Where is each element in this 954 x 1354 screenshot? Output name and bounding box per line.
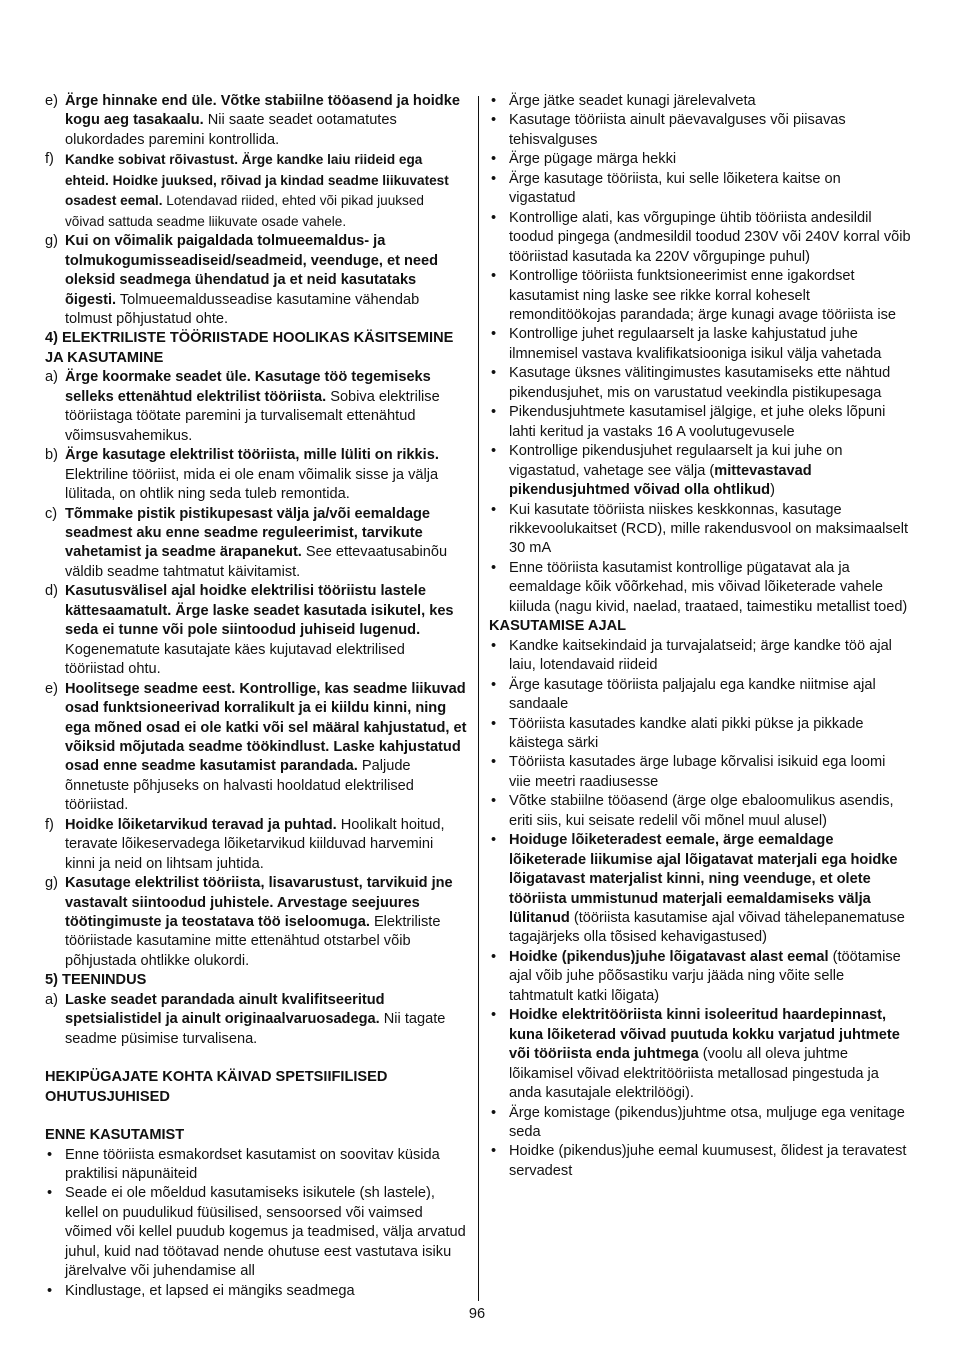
item-text: Hoolikalt hoitud, teravate lõikeservadega lõiketarvikud kiilduvad harvemini kinni ja neid on lihtsam juhtida. (65, 816, 445, 872)
column-divider (478, 96, 479, 1301)
bullet-item (489, 792, 911, 831)
item-text: Kogenematute kasutajate käes kujutavad elektrilised tööriistad ohtu. (65, 641, 405, 678)
bullet-bold-text: Hoidke elektritööriista kinni isoleeritud haardepinnast, kuna lõiketerad võivad puutuda kokku varjatud juhtmete või tööriista enda juhtmega (509, 1007, 900, 1063)
bullet-text: Kindlustage, et lapsed ei mängiks seadmega (65, 1282, 355, 1299)
item-marker: g) (45, 233, 58, 250)
item-text: Elektriline tööriist, mida ei ole enam võimalik sisse ja välja lülitada, on ohtlik ning seda tuleb remontida. (65, 466, 439, 503)
section-heading-before-use: ENNE KASUTAMIST (45, 1127, 185, 1144)
item-bold-text: Ärge kasutage elektrilist tööriista, mille lüliti on rikkis. (65, 447, 439, 464)
spacer (45, 1107, 467, 1126)
bullet-marker: • (491, 559, 497, 576)
item-bold-text: Kandke sobivat rõivastust. Ärge kandke laiu riideid ega ehteid. Hoidke juuksed, rõivad ja kindad seadme liikuvatest osadest eemal. (65, 152, 449, 209)
item-text: Sobiva elektrilise tööriistaga töötate paremini ja turvalisemalt ettenähtud võimsusvahemikus. (65, 388, 440, 444)
item-bold-text: Kui on võimalik paigaldada tolmueemaldus- ja tolmukogumisseadiseid/seadmeid, veenduge, et need oleksid seadmega ühendatud ja et neid kasutataks õigesti. (65, 233, 439, 308)
item-marker: b) (45, 447, 58, 464)
bullet-item (489, 501, 911, 559)
bullet-text: Kui kasutate tööriista niiskes keskkonnas, kasutage rikkevoolukaitset (RCD), mille rakendusvool on maksimaalselt 30 mA (509, 501, 909, 557)
item-marker: d) (45, 583, 58, 600)
bullet-text: Seade ei ole mõeldud kasutamiseks isikutele (sh lastele), kellel on puudulikud füüsilised, sensoorsed või vaimsed võimed või kellel puudub kogemus ja teadmised, välja arvatud juhul, kuid nad töötavad nende ohutuse eest vastutava isiku järelvalve või juhendamise all (65, 1185, 466, 1280)
bullet-marker: • (47, 1282, 53, 1299)
bullet-item (45, 1146, 467, 1185)
bullet-item (45, 1184, 467, 1281)
bullet-item (489, 948, 911, 1006)
bullet-bold-text: mittevastavad pikendusjuhtmed võivad olla ohtlikud (509, 462, 812, 499)
bullet-text: Enne tööriista esmakordset kasutamist on soovitav küsida praktilisi näpunäiteid (65, 1146, 440, 1183)
item-f1 (45, 150, 467, 232)
item-c4 (45, 505, 467, 583)
item-bold-text: Tõmmake pistik pistikupesast välja ja/või eemaldage seadmest aku enne seadme reguleerimist, tarvikute vahetamist ja seadme ärapanekut. (65, 505, 431, 561)
item-marker: e) (45, 93, 58, 109)
bullet-item (45, 1282, 467, 1301)
bullet-item (489, 325, 911, 364)
bullet-marker: • (491, 443, 497, 460)
bullet-marker: • (491, 268, 497, 285)
bullet-item (489, 267, 911, 325)
bullet-item (489, 637, 911, 676)
bullet-text: Kasutage üksnes välitingimustes kasutamiseks ette nähtud pikendusjuhet, mis on varustatud veekindla pistikupesaga (509, 365, 891, 401)
item-marker: f) (45, 816, 54, 833)
item-marker: f) (45, 151, 54, 168)
right-column (489, 92, 911, 1181)
bullet-marker: • (491, 112, 497, 129)
bullet-marker: • (491, 501, 497, 518)
item-text: Nii saate seadet ootamatutes olukordades paremini kontrollida. (65, 112, 397, 148)
bullet-text: Võtke stabiilne tööasend (ärge olge ebaloomulikus asendis, eriti siis, kui seisate redelil või mõnel muul alusel) (509, 793, 894, 829)
section-heading-hedge-safety: HEKIPÜGAJATE KOHTA KÄIVAD SPETSIIFILISED OHUTUSJUHISED (45, 1069, 388, 1105)
bullet-text: Kontrollige juhet regulaarselt ja laske kahjustatud juhe ilmnemisel vastava kvalifikatsiooniga isikul välja vahetada (509, 326, 882, 362)
bullet-item (489, 442, 911, 500)
bullet-text: Ärge kasutage tööriista, kui selle lõiketera kaitse on vigastatud (509, 170, 841, 207)
bullet-text: Ärge kasutage tööriista paljajalu ega kandke niitmise ajal sandaale (509, 676, 876, 713)
bullet-item (489, 170, 911, 209)
section-heading-during-use: KASUTAMISE AJAL (489, 618, 627, 635)
item-text: Elektriliste tööriistade kasutamine mitte ettenähtud otstarbel võib põhjustada ohtlikke olukordi. (65, 914, 441, 969)
bullet-marker: • (491, 209, 497, 226)
item-g1 (45, 232, 467, 329)
bullet-text: Pikendusjuhtmete kasutamisel jälgige, et juhe oleks lõpuni lahti keritud ja vastaks 16 A voolutugevusele (509, 404, 886, 440)
bullet-marker: • (491, 170, 497, 187)
bullet-marker: • (47, 1146, 53, 1163)
bullet-text: (tööriista kasutamise ajal võivad tähelepanematuse tagajärjeks olla tõsised kehavigastused) (509, 910, 905, 946)
bullet-text: (voolu all oleva juhtme lõikamisel võivad elektritööriista metallosad pingestuda ja anda kasutajale elektrilöögi). (509, 1046, 879, 1102)
item-e1 (45, 92, 467, 150)
bullet-marker: • (491, 676, 497, 693)
bullet-item (489, 150, 911, 169)
bullet-marker: • (491, 832, 497, 849)
item-f4 (45, 816, 467, 874)
bullet-item (489, 1006, 911, 1103)
item-bold-text: Kasutage elektrilist tööriista, lisavarustust, tarvikuid jne vastavalt siintoodud juhistele. Arvestage seejuures töötingimuste ja teostatava töö iseloomuga. (65, 875, 453, 931)
bullet-item (489, 92, 911, 111)
bullet-marker: • (491, 1007, 497, 1024)
bullet-text: Kontrollige alati, kas võrgupinge ühtib tööriista andesildil toodud pingega (andmesildil toodud 230V või 240V korral võib tööriistad kasutada ka 220V võrgupinge puhul) (509, 209, 911, 265)
bullet-text: Kandke kaitsekindaid ja turvajalatseid; ärge kandke töö ajal laiu, lotendavaid riideid (509, 637, 892, 674)
item-g4 (45, 874, 467, 971)
item-e4 (45, 680, 467, 816)
item-bold-text: Laske seadet parandada ainult kvalifitseeritud spetsialistidel ja ainult originaalvaruosadega. (65, 991, 385, 1028)
item-marker: e) (45, 680, 58, 697)
bullet-item (489, 676, 911, 715)
bullet-text: Kasutage tööriista ainult päevavalguses või piisavas tehisvalguses (509, 112, 846, 148)
bullet-text: Enne tööriista kasutamist kontrollige pügatavat ala ja eemaldage kõik võõrkehad, mis võivad lõiketerade vahele kiiluda (nagu kivid, naelad, traataed, taimestiku metallist toed) (509, 559, 908, 615)
bullet-item (489, 753, 911, 792)
bullet-marker: • (491, 715, 497, 732)
item-bold-text: Kasutusvälisel ajal hoidke elektrilisi tööriistu lastele kättesaamatult. Ärge laske seadet kasutada isikutel, kes seda ei tunne või pole siintoodud juhiseid lugenud. (65, 583, 454, 639)
bullet-text: Ärge pügage märga hekki (509, 151, 677, 168)
bullet-marker: • (491, 365, 497, 382)
bullet-marker: • (491, 151, 497, 168)
bullet-item (489, 1142, 911, 1181)
bullet-marker: • (491, 637, 497, 654)
bullet-marker: • (491, 1104, 497, 1121)
bullet-text: Ärge jätke seadet kunagi järelevalveta (509, 93, 756, 109)
bullet-item (489, 559, 911, 617)
item-text: Lotendavad riided, ehted või pikad juuksed võivad sattuda seadme liikuvate osade vahele. (65, 193, 424, 229)
bullet-text: Tööriista kasutades ärge lubage kõrvalisi isikuid ega loomi viie meetri raadiusesse (509, 754, 886, 790)
bullet-bold-text: Hoidke (pikendus)juhe lõigatavast alast eemal (509, 948, 829, 965)
item-a4 (45, 368, 467, 446)
item-b4 (45, 446, 467, 504)
item-text: Nii tagate seadme püsimise turvalisena. (65, 1011, 446, 1047)
bullet-item (489, 831, 911, 948)
bullet-item (489, 715, 911, 754)
bullet-text: ) (770, 482, 775, 499)
bullet-marker: • (491, 1143, 497, 1160)
bullet-marker: • (491, 793, 497, 810)
item-bold-text: Hoidke lõiketarvikud teravad ja puhtad. (65, 816, 337, 833)
item-text: See ettevaatusabinõu väldib seadme tahtmatut käivitamist. (65, 544, 448, 580)
bullet-text: Kontrollige tööriista funktsioneerimist enne igakordset kasutamist ning laske see rikke korral koheselt remonditöökojas parandada; ärge kunagi avage tööriista ise (509, 268, 896, 323)
bullet-marker: • (491, 948, 497, 965)
bullet-marker: • (491, 754, 497, 771)
item-a5 (45, 991, 467, 1049)
item-marker: a) (45, 369, 58, 386)
item-text: Tolmueemaldusseadise kasutamine vähendab tolmust põhjustatud ohte. (65, 291, 420, 327)
item-marker: c) (45, 505, 58, 522)
bullet-item (489, 364, 911, 403)
bullet-text: Kontrollige pikendusjuhet regulaarselt ja kui juhe on vigastatud, vahetage see välja ( (509, 443, 843, 479)
item-bold-text: Ärge hinnake end üle. Võtke stabiilne tööasend ja hoidke kogu aeg tasakaalu. (65, 93, 460, 129)
bullet-item (489, 403, 911, 442)
item-marker: a) (45, 991, 58, 1008)
spacer (45, 1049, 467, 1068)
item-d4 (45, 582, 467, 679)
left-column (45, 92, 467, 1301)
bullet-marker: • (491, 93, 497, 109)
item-bold-text: Hoolitsege seadme eest. Kontrollige, kas seadme liikuvad osad funktsioneerivad korralikult ja ei kiildu kinni, ning ega mõned osad ei ole katki või sel määral kahjustatud, et võiksid mõjutada seadme töökindlust. Laske kahjustatud osad enne seadme kasutamist parandada. (65, 680, 467, 775)
item-marker: g) (45, 875, 58, 892)
bullet-text: (töötamise ajal võib juhe põõsastiku varju jääda ning võite selle tahtmatult katki lõigata) (509, 948, 901, 1004)
item-text: Paljude õnnetuste põhjuseks on halvasti hooldatud elektrilised tööriistad. (65, 758, 414, 814)
bullet-marker: • (47, 1185, 53, 1202)
section-heading-4: 4) ELEKTRILISTE TÖÖRIISTADE HOOLIKAS KÄSITSEMINE JA KASUTAMINE (45, 330, 454, 366)
bullet-item (489, 209, 911, 267)
bullet-marker: • (491, 326, 497, 343)
bullet-item (489, 111, 911, 150)
item-bold-text: Ärge koormake seadet üle. Kasutage töö tegemiseks selleks ettenähtud elektrilist tööriista. (65, 369, 431, 405)
bullet-marker: • (491, 404, 497, 421)
bullet-text: Tööriista kasutades kandke alati pikki pükse ja pikkade käistega särki (509, 715, 864, 751)
bullet-text: Ärge komistage (pikendus)juhtme otsa, muljuge ega venitage seda (509, 1104, 905, 1141)
bullet-bold-text: Hoiduge lõiketeradest eemale, ärge eemaldage lõiketerade liikumise ajal lõigatavat materjali ega hoidke lõigatavast materjalist kinni, ning veenduge, et olete tööriista ummistunud materjali eemaldamiseks välja lülitanud (509, 832, 898, 927)
bullet-text: Hoidke (pikendus)juhe eemal kuumusest, õlidest ja teravatest servadest (509, 1143, 907, 1179)
bullet-item (489, 1104, 911, 1143)
section-heading-5: 5) TEENINDUS (45, 972, 147, 989)
page-number: 96 (468, 1306, 486, 1322)
